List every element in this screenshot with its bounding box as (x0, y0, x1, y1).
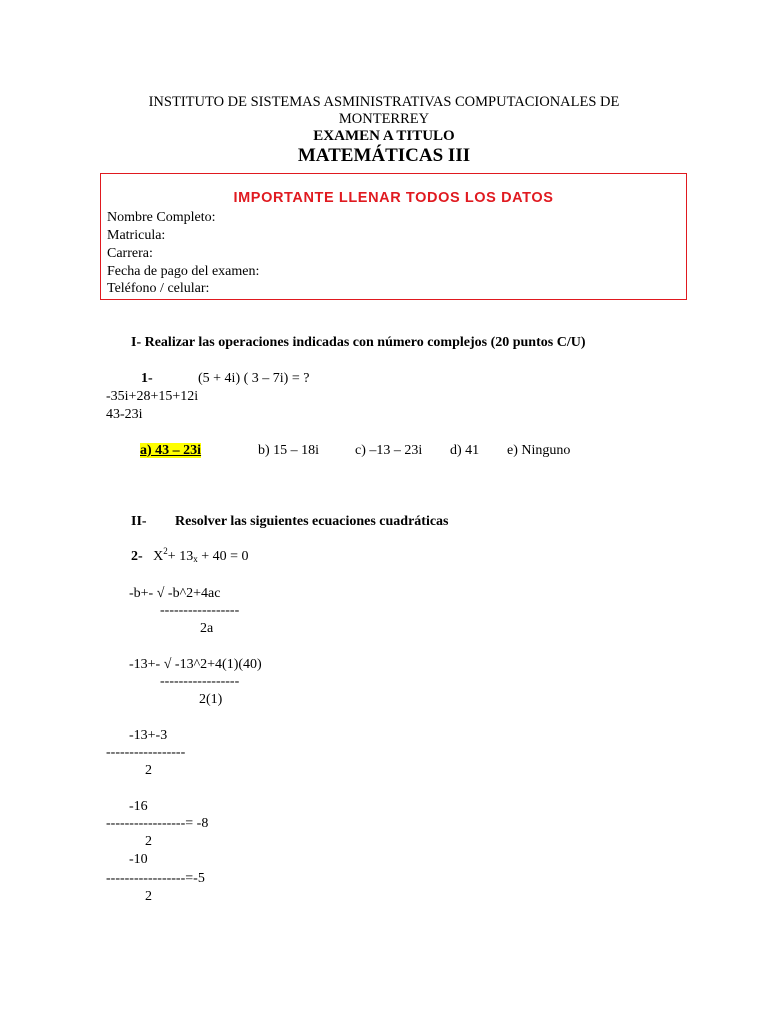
section2-number: II- (131, 514, 147, 529)
section2-heading: Resolver las siguientes ecuaciones cuadráticas (175, 514, 449, 529)
q2-linear-term: + 13 (167, 549, 194, 564)
q1-option-e: e) Ninguno (507, 443, 571, 458)
q1-option-c: c) –13 – 23i (355, 443, 423, 458)
root2-result: =-5 (185, 871, 205, 886)
q2-constant: + 40 = 0 (197, 549, 249, 564)
question1-number: 1- (141, 371, 153, 386)
substitution-denominator: 2(1) (199, 692, 223, 707)
box-title: IMPORTANTE LLENAR TODOS LOS DATOS (233, 190, 554, 206)
field-full-name: Nombre Completo: (107, 210, 216, 225)
root1-result: = -8 (185, 816, 209, 831)
step-denominator: 2 (145, 763, 152, 778)
root2-numerator: -10 (129, 852, 148, 867)
q1-option-d: d) 41 (450, 443, 480, 458)
q1-option-a-selected (140, 443, 201, 459)
root2-line (106, 871, 205, 887)
root1-line (106, 816, 208, 832)
q1-option-a-label: a) 43 – 23i (140, 443, 202, 458)
q2-subscript: x (193, 554, 198, 564)
substitution-numerator: -13+- √ -13^2+4(1)(40) (129, 657, 262, 672)
question2-number: 2- (131, 549, 143, 564)
step-fraction-bar: ----------------- (106, 745, 186, 760)
institute-name-line2: MONTERREY (338, 111, 430, 127)
exam-title: EXAMEN A TITULO (313, 128, 455, 144)
field-student-id: Matricula: (107, 228, 166, 243)
root2-denominator: 2 (145, 889, 152, 904)
formula-numerator: -b+- √ -b^2+4ac (129, 586, 221, 601)
subject-title: MATEMÁTICAS III (297, 145, 471, 166)
root1-numerator: -16 (129, 799, 148, 814)
q1-work-line1: -35i+28+15+12i (106, 389, 199, 404)
root1-fraction-bar: ----------------- (106, 816, 186, 831)
q1-work-line2: 43-23i (106, 407, 143, 422)
institute-name-line1: INSTITUTO DE SISTEMAS ASMINISTRATIVAS COMPUTACIONALES DE (148, 94, 620, 110)
q1-option-b: b) 15 – 18i (258, 443, 320, 458)
question1-expression: (5 + 4i) ( 3 – 7i) = ? (198, 371, 310, 386)
field-career: Carrera: (107, 246, 153, 261)
question2-line (131, 546, 249, 565)
q2-exponent: 2 (163, 546, 168, 556)
field-payment-date: Fecha de pago del examen: (107, 264, 260, 279)
root2-fraction-bar: ----------------- (106, 871, 186, 886)
root1-denominator: 2 (145, 834, 152, 849)
section1-heading: I- Realizar las operaciones indicadas con número complejos (20 puntos C/U) (131, 335, 586, 350)
substitution-fraction-bar: ----------------- (160, 674, 240, 689)
formula-fraction-bar: ----------------- (160, 603, 240, 618)
step-numerator: -13+-3 (129, 728, 168, 743)
q2-variable: X (153, 549, 164, 564)
field-phone: Teléfono / celular: (107, 281, 210, 296)
formula-denominator: 2a (200, 621, 214, 636)
student-data-box (100, 173, 687, 300)
